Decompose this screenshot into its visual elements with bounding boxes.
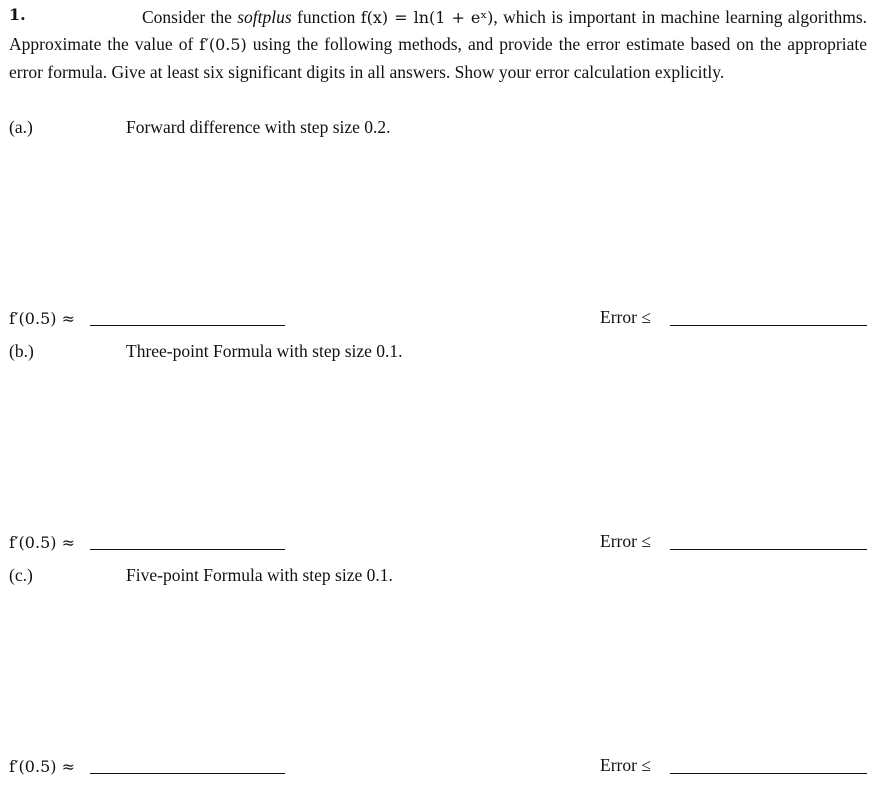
part-c-error-label: Error ≤: [600, 755, 651, 775]
part-b-error-blank[interactable]: [670, 549, 867, 550]
function-definition: f(x) = ln(1 + eˣ): [360, 8, 494, 27]
part-b-answer-label: f′(0.5) ≈: [9, 533, 75, 552]
part-c-label: (c.): [9, 565, 33, 585]
part-c-error-blank[interactable]: [670, 773, 867, 774]
part-a-error-label: Error ≤: [600, 307, 651, 327]
part-a-answer-label: f′(0.5) ≈: [9, 309, 75, 328]
problem-statement: [9, 4, 867, 85]
derivative-expression: f′(0.5): [199, 35, 247, 55]
part-b-description: Three-point Formula with step size 0.1.: [126, 341, 403, 361]
part-b-label: (b.): [9, 341, 34, 361]
part-a-description: Forward difference with step size 0.2.: [126, 117, 391, 137]
intro-text-2: function: [291, 7, 361, 27]
part-a-error-blank[interactable]: [670, 325, 867, 326]
problem-number: 1.: [9, 5, 26, 24]
part-a-answer-blank[interactable]: [90, 325, 285, 326]
intro-text-3: , which is important in machine learning algorithms. Approximate the value of: [9, 7, 868, 55]
part-c-answer-label: f′(0.5) ≈: [9, 757, 75, 776]
part-b-answer-blank[interactable]: [90, 549, 285, 550]
part-c-answer-blank[interactable]: [90, 773, 285, 774]
intro-text-4: using the following methods, and provide the error estimate based on the appropriate error formula. Give at least six significant digits in all answers. Show your error calculation explicitly.: [9, 34, 867, 82]
part-b-error-label: Error ≤: [600, 531, 651, 551]
part-c-description: Five-point Formula with step size 0.1.: [126, 565, 393, 585]
function-name: softplus: [237, 7, 292, 27]
intro-text-1: Consider the: [142, 7, 238, 27]
part-a-label: (a.): [9, 117, 33, 137]
